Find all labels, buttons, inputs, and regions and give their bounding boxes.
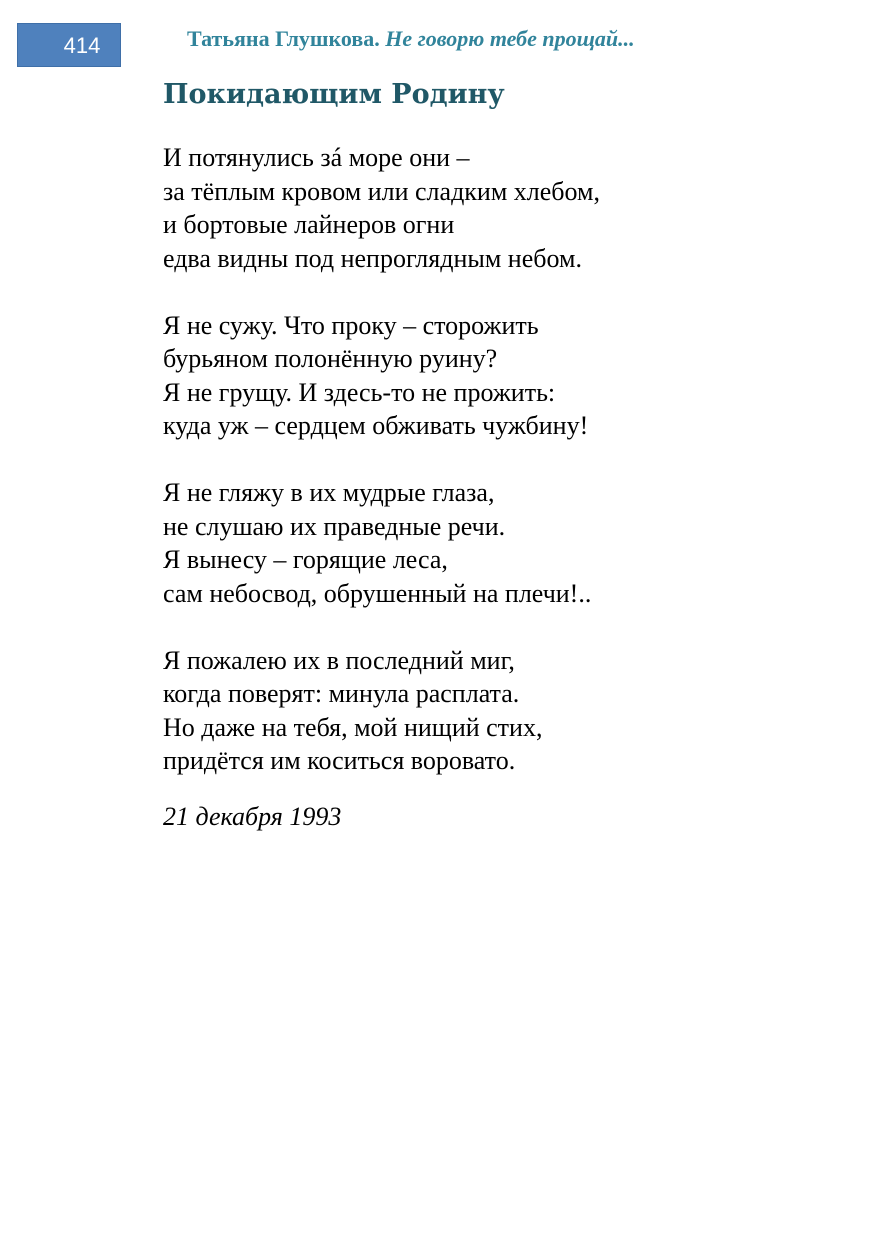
poem-date: 21 декабря 1993 (163, 802, 342, 831)
poem-line: не слушаю их праведные речи. (163, 511, 506, 541)
poem-line: Я не сужу. Что проку – сторожить (163, 310, 539, 340)
header-book-title: Не говорю тебе прощай... (385, 26, 635, 51)
poem-title: Покидающим Родину (163, 79, 505, 110)
poem-line: сам небосвод, обрушенный на плечи!.. (163, 578, 592, 608)
poem-line: едва видны под непроглядным небом. (163, 243, 582, 273)
stanza-2 (163, 309, 843, 443)
poem-line: Я пожалею их в последний миг, (163, 645, 515, 675)
poem-line: и бортовые лайнеров огни (163, 210, 455, 239)
stanza-4 (163, 644, 843, 778)
running-header (187, 24, 635, 54)
poem-line: Я не грущу. И здесь-то не прожить: (163, 377, 556, 407)
poem-line: за тёплым кровом или сладким хлебом, (163, 176, 600, 206)
poem-line: когда поверят: минула расплата. (163, 679, 520, 708)
poem-line: куда уж – сердцем обживать чужбину! (163, 411, 589, 440)
page-number: 414 (17, 23, 121, 67)
stanza-1 (163, 141, 843, 275)
poem-line: Но даже на тебя, мой нищий стих, (163, 712, 543, 742)
poem-line: придётся им коситься воровато. (163, 746, 516, 775)
poem-line: бурьяном полонённую руину? (163, 344, 498, 373)
stanza-3 (163, 476, 843, 610)
poem-line: Я не гляжу в их мудрые глаза, (163, 478, 495, 507)
poem-line: Я вынесу – горящие леса, (163, 545, 448, 574)
header-author: Татьяна Глушкова. (187, 26, 380, 51)
poem-line: И потянулись зá море они – (163, 143, 470, 172)
poem-body (163, 141, 843, 811)
